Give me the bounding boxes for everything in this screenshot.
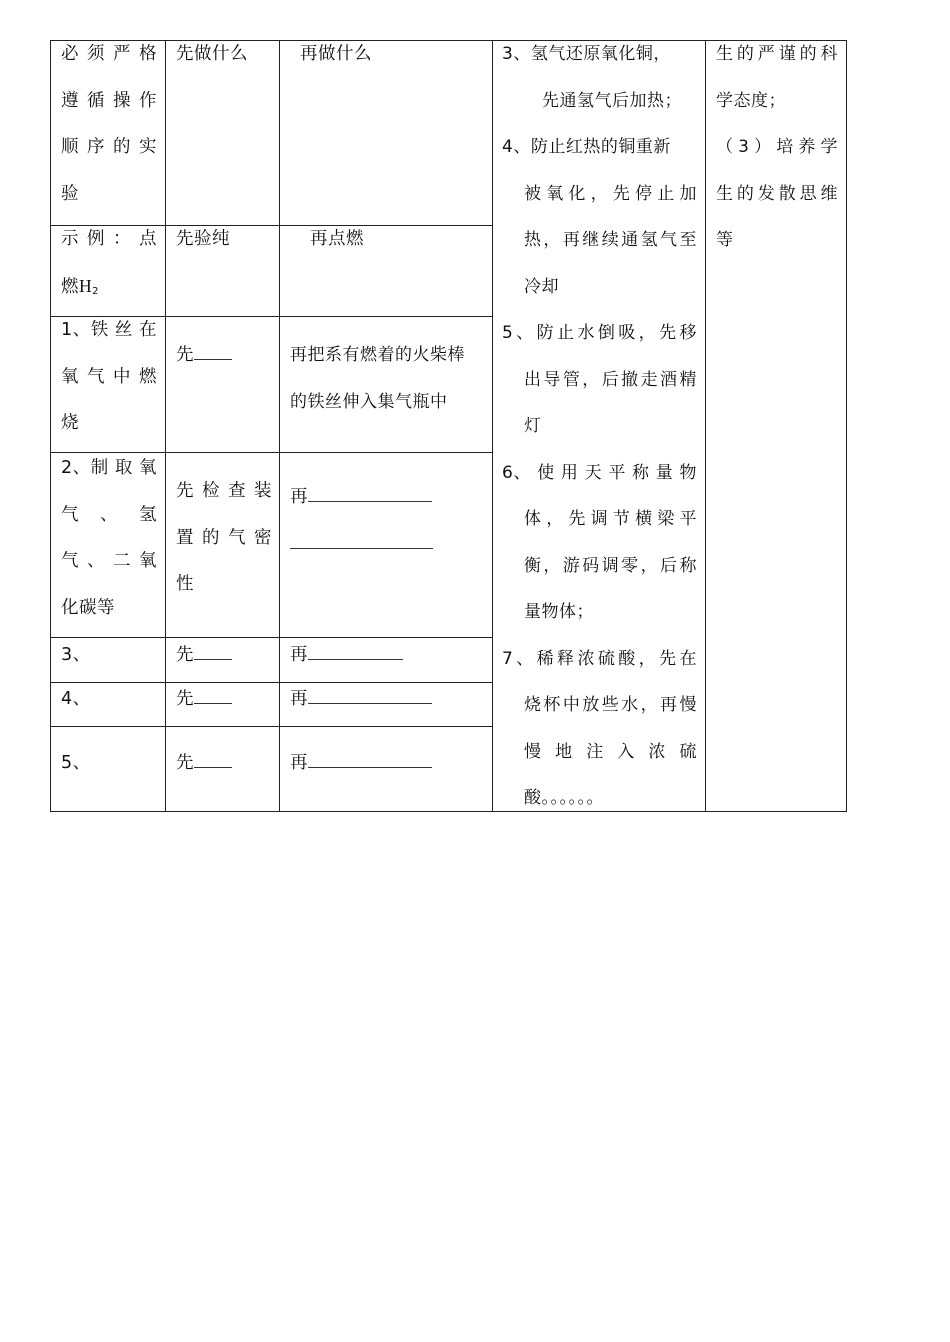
text-line: 灯	[524, 416, 542, 436]
fill-in-blank	[308, 687, 432, 704]
fill-in-blank	[194, 687, 232, 704]
text-line: 3、氢气还原氧化铜，	[502, 44, 671, 64]
text-line: 再把系有燃着的火柴棒	[290, 345, 465, 365]
text-line: 再点燃	[310, 229, 364, 249]
text-line: 性	[176, 574, 194, 594]
text-line: 2、制 取 氧	[61, 458, 157, 478]
cell-row2-first	[176, 468, 272, 608]
fill-in-blank	[290, 532, 433, 549]
cell-row3-label	[61, 632, 157, 679]
fill-in-blank	[308, 751, 432, 768]
text-line: 先验纯	[176, 229, 230, 249]
column-divider-1	[165, 40, 166, 812]
cell-row3-first	[176, 632, 272, 679]
text-fragment: 再	[290, 487, 308, 507]
text-line: 4、防止红热的铜重新	[502, 137, 671, 157]
text-line: 顺 序 的 实	[61, 137, 157, 157]
cell-examples-list	[502, 31, 697, 822]
cell-row5-first	[176, 740, 272, 787]
text-line: 冷却	[524, 276, 559, 297]
text-line	[176, 740, 272, 787]
text-fragment: 再	[290, 645, 308, 665]
text-line: 生的发散思维	[716, 183, 838, 204]
cell-example-label	[61, 216, 157, 315]
cell-row5-then	[290, 740, 485, 787]
text-line: 酸。。。。。。	[524, 788, 604, 808]
text-line: 验	[61, 183, 79, 204]
cell-row1-label	[61, 307, 157, 447]
text-line: 的铁丝伸入集气瓶中	[290, 391, 448, 412]
text-line: 4、	[61, 689, 91, 709]
fill-in-blank	[194, 643, 232, 660]
cell-row3-then	[290, 632, 485, 679]
text-line: 再做什么	[300, 44, 372, 64]
text-fragment: 先	[176, 345, 194, 365]
text-fragment: 先	[176, 753, 194, 773]
text-line: 先 检 查 装	[176, 481, 272, 501]
text-line: （3）培养学	[716, 137, 838, 157]
cell-header-then	[300, 31, 485, 78]
text-line: 等	[716, 230, 734, 250]
text-line: 气 、 氢	[61, 504, 157, 525]
text-line: 示 例 ： 点	[61, 229, 157, 249]
text-line: 烧	[61, 413, 79, 433]
text-line: 7、稀释浓硫酸，先在	[502, 648, 697, 669]
cell-row5-label	[61, 740, 157, 787]
formula-h: H	[79, 275, 93, 296]
text-fragment: 燃	[61, 276, 79, 297]
text-line: 化碳等	[61, 597, 115, 618]
text-line: 学态度；	[716, 90, 786, 111]
text-line: 置 的 气 密	[176, 527, 272, 548]
text-line	[176, 632, 272, 679]
text-line: 慢 地 注 入 浓 硫	[524, 741, 697, 762]
text-line: 体，先调节横梁平	[524, 509, 697, 529]
text-line: 热，再继续通氢气至	[524, 230, 697, 250]
text-line: 被氧化，先停止加	[524, 183, 697, 204]
fill-in-blank	[308, 485, 432, 502]
cell-objectives	[716, 31, 838, 264]
cell-row2-then	[290, 474, 485, 567]
fill-in-blank	[194, 343, 232, 360]
text-line: 气 、 二 氧	[61, 551, 157, 571]
column-divider-2	[279, 40, 280, 812]
text-line: 6、 使 用 天 平 称 量 物	[502, 462, 697, 483]
text-line	[176, 676, 272, 723]
formula-subscript: 2	[92, 285, 100, 297]
text-fragment: 再	[290, 753, 308, 773]
cell-row4-then	[290, 676, 485, 723]
text-line: 3、	[61, 645, 91, 665]
text-line: 1、铁 丝 在	[61, 320, 157, 340]
cell-row4-label	[61, 676, 157, 723]
table-border-left	[50, 40, 51, 812]
cell-example-first	[176, 216, 272, 263]
text-line: 5、防止水倒吸，先移	[502, 323, 697, 343]
table-border-bottom	[50, 811, 847, 812]
text-fragment: 先	[176, 689, 194, 709]
fill-in-blank	[194, 751, 232, 768]
column-divider-4	[705, 40, 706, 812]
cell-header-requirement	[61, 31, 157, 217]
text-fragment: 先	[176, 645, 194, 665]
cell-row1-first	[176, 332, 272, 379]
text-line	[290, 474, 485, 521]
text-fragment: 再	[290, 689, 308, 709]
text-line	[290, 740, 485, 787]
text-line	[290, 632, 485, 679]
text-line	[176, 332, 272, 379]
column-divider-3	[492, 40, 493, 812]
text-line: 遵 循 操 作	[61, 90, 157, 111]
text-line: 衡，游码调零，后称	[524, 555, 697, 576]
table-border-right	[846, 40, 847, 812]
fill-in-blank	[308, 643, 403, 660]
cell-example-then	[310, 216, 485, 263]
text-line: 烧杯中放些水，再慢	[524, 695, 697, 715]
text-line	[290, 521, 485, 568]
text-line: 出导管，后撤走酒精	[524, 369, 697, 390]
cell-row1-then	[290, 332, 485, 425]
text-line: 生的严谨的科	[716, 44, 838, 64]
cell-row4-first	[176, 676, 272, 723]
cell-row2-label	[61, 445, 157, 631]
text-line: 氧 气 中 燃	[61, 366, 157, 387]
text-line: 5、	[61, 753, 91, 773]
text-line	[290, 676, 485, 723]
text-line: 先做什么	[176, 44, 248, 64]
row-divider-6	[50, 726, 493, 727]
text-line: 量物体；	[524, 602, 594, 622]
text-line: 必 须 严 格	[61, 44, 157, 64]
cell-header-first	[176, 31, 272, 78]
text-line: 先通氢气后加热；	[542, 90, 682, 111]
